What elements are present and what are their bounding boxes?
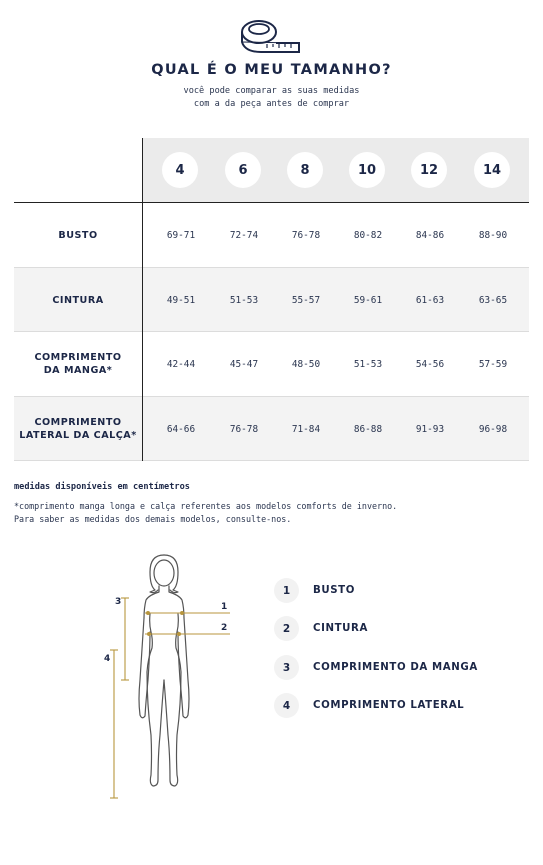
table-cell: 91-93: [415, 423, 445, 435]
size-14: 14: [474, 152, 510, 188]
table-row-comprimento-lateral: [14, 397, 529, 461]
table-cell: 63-65: [478, 294, 508, 306]
table-cell: 96-98: [478, 423, 508, 435]
table-row-cintura: [14, 268, 529, 332]
page-title: QUAL É O MEU TAMANHO?: [151, 62, 392, 78]
table-cell: 71-84: [291, 423, 321, 435]
table-cell: 76-78: [291, 229, 321, 241]
table-cell: 55-57: [291, 294, 321, 306]
table-cell: 86-88: [353, 423, 383, 435]
table-cell: 48-50: [291, 358, 321, 370]
footnote-line-1: *comprimento manga longa e calça referentes aos modelos comforts de inverno.: [14, 501, 398, 511]
row-label-line-2: DA MANGA*: [43, 365, 113, 376]
table-row-comprimento-manga: [14, 332, 529, 396]
row-label-text: CINTURA: [52, 294, 104, 306]
legend-number-2: 2: [274, 616, 299, 641]
figure-marker-2: 2: [221, 623, 228, 633]
table-cell: 51-53: [353, 358, 383, 370]
figure-marker-1: 1: [221, 602, 228, 612]
row-label: [14, 332, 142, 396]
size-12: 12: [411, 152, 447, 188]
table-vertical-divider: [142, 138, 143, 461]
subtitle-line-1: você pode comparar as suas medidas: [183, 86, 360, 96]
table-cell: 45-47: [229, 358, 259, 370]
footnote-line-2: Para saber as medidas dos demais modelos, consulte-nos.: [14, 514, 292, 524]
table-header-divider: [14, 202, 529, 203]
legend-number-4: 4: [274, 693, 299, 718]
table-cell: 88-90: [478, 229, 508, 241]
table-cell: 59-61: [353, 294, 383, 306]
table-cell: 61-63: [415, 294, 445, 306]
table-cell: 54-56: [415, 358, 445, 370]
units-note: medidas disponíveis em centímetros: [14, 482, 190, 492]
legend-label-lateral: COMPRIMENTO LATERAL: [313, 700, 465, 711]
table-cell: 69-71: [166, 229, 196, 241]
body-outline-icon: [100, 540, 240, 805]
table-cell: 42-44: [166, 358, 196, 370]
table-cell: 49-51: [166, 294, 196, 306]
row-divider: [14, 460, 529, 461]
figure-marker-4: 4: [104, 654, 111, 664]
size-8: 8: [287, 152, 323, 188]
table-cell: 76-78: [229, 423, 259, 435]
figure-marker-3: 3: [115, 597, 122, 607]
legend-label-busto: BUSTO: [313, 585, 355, 596]
legend-label-cintura: CINTURA: [313, 623, 368, 634]
size-4: 4: [162, 152, 198, 188]
legend-label-manga: COMPRIMENTO DA MANGA: [313, 662, 478, 673]
table-cell: 51-53: [229, 294, 259, 306]
measuring-tape-icon: [237, 12, 305, 56]
table-cell: 72-74: [229, 229, 259, 241]
size-6: 6: [225, 152, 261, 188]
table-row-busto: [14, 203, 529, 267]
row-label: [14, 268, 142, 332]
row-label: [14, 397, 142, 461]
table-cell: 64-66: [166, 423, 196, 435]
row-label-text: BUSTO: [58, 229, 98, 241]
subtitle-line-2: com a da peça antes de comprar: [193, 99, 350, 109]
size-10: 10: [349, 152, 385, 188]
row-label-line-2: LATERAL DA CALÇA*: [19, 430, 137, 441]
table-cell: 80-82: [353, 229, 383, 241]
legend-number-3: 3: [274, 655, 299, 680]
row-label: [14, 203, 142, 267]
table-cell: 57-59: [478, 358, 508, 370]
row-label-line-1: COMPRIMENTO: [34, 417, 122, 428]
legend-number-1: 1: [274, 578, 299, 603]
size-header-row: [143, 138, 529, 202]
row-label-line-1: COMPRIMENTO: [34, 352, 122, 363]
table-cell: 84-86: [415, 229, 445, 241]
